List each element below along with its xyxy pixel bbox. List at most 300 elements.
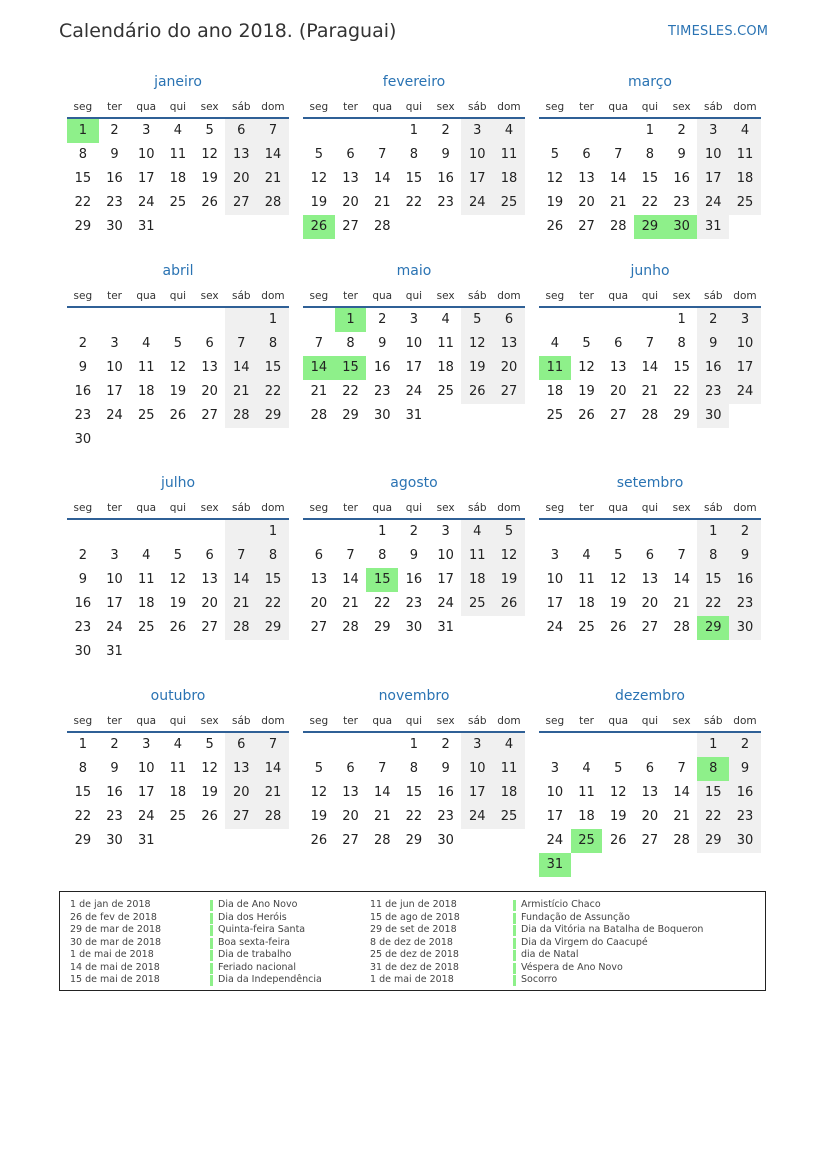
day-cell[interactable]: 18 — [578, 809, 595, 824]
day-cell[interactable]: 25 — [137, 408, 155, 423]
day-cell[interactable]: 17 — [137, 171, 155, 186]
day-cell[interactable]: 10 — [546, 785, 564, 800]
day-cell[interactable]: 4 — [582, 761, 591, 776]
day-cell[interactable]: 26 — [461, 380, 493, 404]
day-cell[interactable]: 8 — [697, 544, 729, 568]
day-cell[interactable]: 18 — [578, 596, 595, 611]
day-cell[interactable]: 19 — [493, 568, 525, 592]
day-cell[interactable]: 1 — [645, 123, 655, 138]
day-cell[interactable]: 12 — [546, 171, 564, 186]
day-cell[interactable]: 17 — [697, 167, 729, 191]
day-cell[interactable]: 25 — [461, 592, 493, 616]
day-cell[interactable]: 13 — [609, 360, 627, 375]
site-link[interactable]: TIMESLES.COM — [668, 24, 769, 39]
day-cell[interactable]: 20 — [225, 781, 257, 805]
day-cell[interactable]: 21 — [641, 384, 659, 399]
day-cell[interactable]: 7 — [346, 548, 355, 563]
day-cell[interactable]: 9 — [110, 147, 119, 162]
day-cell[interactable]: 14 — [609, 171, 627, 186]
day-cell[interactable]: 27 — [342, 833, 359, 848]
day-cell[interactable]: 13 — [225, 757, 257, 781]
day-cell[interactable]: 2 — [677, 123, 686, 138]
day-cell[interactable]: 6 — [225, 119, 257, 143]
day-cell[interactable]: 3 — [697, 119, 729, 143]
day-cell[interactable]: 22 — [405, 809, 423, 824]
day-cell[interactable]: 10 — [461, 143, 493, 167]
day-cell[interactable]: 9 — [78, 572, 87, 587]
day-cell[interactable]: 31 — [697, 215, 729, 239]
day-cell[interactable]: 23 — [373, 384, 391, 399]
day-cell[interactable]: 14 — [673, 785, 690, 800]
day-cell[interactable]: 19 — [201, 171, 218, 186]
day-cell[interactable]: 21 — [342, 596, 359, 611]
day-cell[interactable]: 15 — [641, 171, 659, 186]
day-cell[interactable]: 7 — [314, 336, 323, 351]
day-cell[interactable]: 2 — [441, 123, 450, 138]
day-cell[interactable]: 21 — [225, 592, 257, 616]
day-cell[interactable]: 17 — [137, 785, 155, 800]
day-cell[interactable]: 22 — [673, 384, 690, 399]
day-cell[interactable]: 14 — [342, 572, 359, 587]
day-cell[interactable]: 27 — [609, 408, 627, 423]
day-cell[interactable]: 28 — [225, 404, 257, 428]
day-cell[interactable]: 2 — [729, 520, 761, 544]
day-cell[interactable]: 18 — [729, 167, 761, 191]
day-cell[interactable]: 18 — [137, 596, 155, 611]
day-cell[interactable]: 8 — [378, 548, 387, 563]
day-cell[interactable]: 10 — [137, 147, 155, 162]
day-cell[interactable]: 14 — [373, 785, 391, 800]
day-cell[interactable]: 15 — [74, 171, 92, 186]
day-cell[interactable]: 12 — [578, 360, 595, 375]
day-cell[interactable]: 22 — [74, 809, 92, 824]
day-cell[interactable]: 15 — [673, 360, 690, 375]
day-cell[interactable]: 11 — [729, 143, 761, 167]
day-cell[interactable]: 9 — [409, 548, 419, 563]
day-cell[interactable]: 5 — [493, 520, 525, 544]
day-cell[interactable]: 25 — [169, 195, 187, 210]
day-cell[interactable]: 16 — [729, 781, 761, 805]
day-cell[interactable]: 29 — [74, 833, 92, 848]
day-cell[interactable]: 4 — [441, 312, 450, 327]
day-cell[interactable]: 26 — [493, 592, 525, 616]
day-cell[interactable]: 24 — [405, 384, 423, 399]
day-cell[interactable]: 7 — [645, 336, 655, 351]
day-cell[interactable]: 18 — [169, 171, 187, 186]
day-cell[interactable]: 5 — [314, 147, 323, 162]
day-cell[interactable]: 2 — [409, 524, 419, 539]
day-cell[interactable]: 26 — [201, 195, 218, 210]
day-cell[interactable]: 5 — [582, 336, 591, 351]
day-cell[interactable]: 30 — [405, 620, 423, 635]
day-cell[interactable]: 29 — [697, 616, 729, 640]
day-cell[interactable]: 10 — [437, 548, 454, 563]
day-cell[interactable]: 25 — [546, 408, 564, 423]
day-cell[interactable]: 25 — [571, 829, 603, 853]
day-cell[interactable]: 8 — [677, 336, 686, 351]
day-cell[interactable]: 8 — [257, 332, 289, 356]
day-cell[interactable]: 15 — [335, 356, 367, 380]
day-cell[interactable]: 17 — [405, 360, 423, 375]
day-cell[interactable]: 25 — [137, 620, 155, 635]
day-cell[interactable]: 6 — [493, 308, 525, 332]
day-cell[interactable]: 19 — [609, 596, 627, 611]
day-cell[interactable]: 22 — [74, 195, 92, 210]
day-cell[interactable]: 15 — [697, 568, 729, 592]
day-cell[interactable]: 5 — [173, 336, 183, 351]
day-cell[interactable]: 6 — [582, 147, 591, 162]
day-cell[interactable]: 15 — [405, 785, 423, 800]
day-cell[interactable]: 4 — [729, 119, 761, 143]
day-cell[interactable]: 24 — [461, 191, 493, 215]
day-cell[interactable]: 17 — [461, 167, 493, 191]
day-cell[interactable]: 26 — [609, 833, 627, 848]
day-cell[interactable]: 26 — [546, 219, 564, 234]
day-cell[interactable]: 18 — [461, 568, 493, 592]
day-cell[interactable]: 20 — [578, 195, 595, 210]
day-cell[interactable]: 28 — [257, 191, 289, 215]
day-cell[interactable]: 11 — [578, 572, 595, 587]
day-cell[interactable]: 13 — [201, 360, 218, 375]
day-cell[interactable]: 20 — [342, 195, 359, 210]
day-cell[interactable]: 23 — [106, 809, 123, 824]
day-cell[interactable]: 20 — [342, 809, 359, 824]
day-cell[interactable]: 29 — [342, 408, 359, 423]
day-cell[interactable]: 26 — [609, 620, 627, 635]
day-cell[interactable]: 13 — [641, 785, 659, 800]
day-cell[interactable]: 12 — [609, 572, 627, 587]
day-cell[interactable]: 19 — [169, 596, 187, 611]
day-cell[interactable]: 1 — [697, 520, 729, 544]
day-cell[interactable]: 22 — [342, 384, 359, 399]
day-cell[interactable]: 8 — [78, 147, 87, 162]
day-cell[interactable]: 29 — [405, 833, 423, 848]
day-cell[interactable]: 8 — [645, 147, 655, 162]
day-cell[interactable]: 6 — [645, 548, 655, 563]
day-cell[interactable]: 8 — [257, 544, 289, 568]
day-cell[interactable]: 13 — [342, 171, 359, 186]
day-cell[interactable]: 16 — [729, 568, 761, 592]
day-cell[interactable]: 16 — [697, 356, 729, 380]
day-cell[interactable]: 12 — [201, 147, 218, 162]
day-cell[interactable]: 24 — [729, 380, 761, 404]
day-cell[interactable]: 30 — [729, 616, 761, 640]
day-cell[interactable]: 12 — [310, 171, 328, 186]
day-cell[interactable]: 26 — [310, 833, 328, 848]
day-cell[interactable]: 2 — [110, 123, 119, 138]
day-cell[interactable]: 17 — [729, 356, 761, 380]
day-cell[interactable]: 5 — [614, 761, 623, 776]
day-cell[interactable]: 7 — [677, 761, 686, 776]
day-cell[interactable]: 3 — [142, 737, 151, 752]
day-cell[interactable]: 14 — [673, 572, 690, 587]
day-cell[interactable]: 29 — [634, 215, 666, 239]
day-cell[interactable]: 5 — [550, 147, 559, 162]
day-cell[interactable]: 9 — [677, 147, 686, 162]
day-cell[interactable]: 6 — [346, 147, 355, 162]
day-cell[interactable]: 25 — [578, 620, 595, 635]
day-cell[interactable]: 14 — [257, 757, 289, 781]
day-cell[interactable]: 31 — [106, 644, 123, 659]
day-cell[interactable]: 17 — [546, 809, 564, 824]
day-cell[interactable]: 12 — [201, 761, 218, 776]
day-cell[interactable]: 9 — [78, 360, 87, 375]
day-cell[interactable]: 22 — [697, 592, 729, 616]
day-cell[interactable]: 9 — [697, 332, 729, 356]
day-cell[interactable]: 4 — [493, 119, 525, 143]
day-cell[interactable]: 2 — [697, 308, 729, 332]
day-cell[interactable]: 13 — [641, 572, 659, 587]
day-cell[interactable]: 22 — [373, 596, 391, 611]
day-cell[interactable]: 22 — [641, 195, 659, 210]
day-cell[interactable]: 14 — [225, 568, 257, 592]
day-cell[interactable]: 27 — [641, 620, 659, 635]
day-cell[interactable]: 20 — [201, 596, 218, 611]
day-cell[interactable]: 7 — [378, 147, 387, 162]
day-cell[interactable]: 6 — [314, 548, 323, 563]
day-cell[interactable]: 30 — [74, 432, 92, 447]
day-cell[interactable]: 12 — [310, 785, 328, 800]
day-cell[interactable]: 23 — [74, 408, 92, 423]
day-cell[interactable]: 8 — [346, 336, 355, 351]
day-cell[interactable]: 3 — [729, 308, 761, 332]
day-cell[interactable]: 27 — [493, 380, 525, 404]
day-cell[interactable]: 7 — [614, 147, 623, 162]
day-cell[interactable]: 30 — [74, 644, 92, 659]
day-cell[interactable]: 16 — [106, 171, 123, 186]
day-cell[interactable]: 18 — [493, 781, 525, 805]
day-cell[interactable]: 22 — [405, 195, 423, 210]
day-cell[interactable]: 23 — [74, 620, 92, 635]
day-cell[interactable]: 22 — [257, 592, 289, 616]
day-cell[interactable]: 21 — [257, 167, 289, 191]
day-cell[interactable]: 28 — [342, 620, 359, 635]
day-cell[interactable]: 31 — [437, 620, 454, 635]
day-cell[interactable]: 30 — [697, 404, 729, 428]
day-cell[interactable]: 3 — [550, 761, 559, 776]
day-cell[interactable]: 13 — [493, 332, 525, 356]
day-cell[interactable]: 21 — [673, 809, 690, 824]
day-cell[interactable]: 4 — [461, 520, 493, 544]
day-cell[interactable]: 29 — [697, 829, 729, 853]
day-cell[interactable]: 2 — [78, 336, 87, 351]
day-cell[interactable]: 1 — [378, 524, 387, 539]
day-cell[interactable]: 25 — [729, 191, 761, 215]
day-cell[interactable]: 6 — [225, 733, 257, 757]
day-cell[interactable]: 2 — [110, 737, 119, 752]
day-cell[interactable]: 16 — [373, 360, 391, 375]
day-cell[interactable]: 6 — [645, 761, 655, 776]
day-cell[interactable]: 17 — [106, 596, 123, 611]
day-cell[interactable]: 15 — [74, 785, 92, 800]
day-cell[interactable]: 27 — [578, 219, 595, 234]
day-cell[interactable]: 24 — [137, 195, 155, 210]
day-cell[interactable]: 17 — [106, 384, 123, 399]
day-cell[interactable]: 8 — [78, 761, 87, 776]
day-cell[interactable]: 10 — [137, 761, 155, 776]
day-cell[interactable]: 7 — [257, 733, 289, 757]
day-cell[interactable]: 26 — [169, 620, 187, 635]
day-cell[interactable]: 26 — [201, 809, 218, 824]
day-cell[interactable]: 23 — [673, 195, 690, 210]
day-cell[interactable]: 15 — [697, 781, 729, 805]
day-cell[interactable]: 24 — [437, 596, 454, 611]
day-cell[interactable]: 31 — [137, 833, 155, 848]
day-cell[interactable]: 7 — [257, 119, 289, 143]
day-cell[interactable]: 16 — [106, 785, 123, 800]
day-cell[interactable]: 24 — [137, 809, 155, 824]
day-cell[interactable]: 27 — [201, 620, 218, 635]
day-cell[interactable]: 11 — [169, 761, 187, 776]
day-cell[interactable]: 11 — [539, 356, 571, 380]
day-cell[interactable]: 16 — [673, 171, 690, 186]
day-cell[interactable]: 10 — [546, 572, 564, 587]
day-cell[interactable]: 8 — [409, 761, 419, 776]
day-cell[interactable]: 16 — [437, 171, 454, 186]
day-cell[interactable]: 24 — [106, 408, 123, 423]
day-cell[interactable]: 23 — [697, 380, 729, 404]
day-cell[interactable]: 13 — [225, 143, 257, 167]
day-cell[interactable]: 6 — [205, 336, 214, 351]
day-cell[interactable]: 26 — [169, 408, 187, 423]
day-cell[interactable]: 19 — [169, 384, 187, 399]
day-cell[interactable]: 17 — [437, 572, 454, 587]
day-cell[interactable]: 3 — [110, 336, 119, 351]
day-cell[interactable]: 12 — [493, 544, 525, 568]
day-cell[interactable]: 2 — [378, 312, 387, 327]
day-cell[interactable]: 19 — [578, 384, 595, 399]
day-cell[interactable]: 28 — [373, 219, 391, 234]
day-cell[interactable]: 19 — [310, 195, 328, 210]
day-cell[interactable]: 3 — [142, 123, 151, 138]
day-cell[interactable]: 10 — [697, 143, 729, 167]
day-cell[interactable]: 12 — [169, 360, 187, 375]
day-cell[interactable]: 21 — [609, 195, 627, 210]
day-cell[interactable]: 11 — [169, 147, 187, 162]
day-cell[interactable]: 4 — [550, 336, 559, 351]
day-cell[interactable]: 21 — [310, 384, 328, 399]
day-cell[interactable]: 30 — [106, 219, 123, 234]
day-cell[interactable]: 29 — [74, 219, 92, 234]
day-cell[interactable]: 3 — [409, 312, 419, 327]
day-cell[interactable]: 16 — [74, 384, 92, 399]
day-cell[interactable]: 1 — [697, 733, 729, 757]
day-cell[interactable]: 4 — [493, 733, 525, 757]
day-cell[interactable]: 28 — [310, 408, 328, 423]
day-cell[interactable]: 21 — [257, 781, 289, 805]
day-cell[interactable]: 1 — [409, 737, 419, 752]
day-cell[interactable]: 7 — [225, 332, 257, 356]
day-cell[interactable]: 12 — [609, 785, 627, 800]
day-cell[interactable]: 10 — [729, 332, 761, 356]
day-cell[interactable]: 11 — [437, 336, 454, 351]
day-cell[interactable]: 23 — [729, 592, 761, 616]
day-cell[interactable]: 28 — [257, 805, 289, 829]
day-cell[interactable]: 25 — [169, 809, 187, 824]
day-cell[interactable]: 13 — [578, 171, 595, 186]
day-cell[interactable]: 23 — [437, 195, 454, 210]
day-cell[interactable]: 7 — [378, 761, 387, 776]
day-cell[interactable]: 8 — [697, 757, 729, 781]
day-cell[interactable]: 9 — [441, 147, 450, 162]
day-cell[interactable]: 20 — [310, 596, 328, 611]
day-cell[interactable]: 19 — [546, 195, 564, 210]
day-cell[interactable]: 24 — [697, 191, 729, 215]
day-cell[interactable]: 28 — [641, 408, 659, 423]
day-cell[interactable]: 14 — [373, 171, 391, 186]
day-cell[interactable]: 1 — [78, 737, 87, 752]
day-cell[interactable]: 22 — [257, 380, 289, 404]
day-cell[interactable]: 12 — [461, 332, 493, 356]
day-cell[interactable]: 23 — [729, 805, 761, 829]
day-cell[interactable]: 15 — [257, 356, 289, 380]
day-cell[interactable]: 1 — [67, 119, 99, 143]
day-cell[interactable]: 5 — [173, 548, 183, 563]
day-cell[interactable]: 20 — [609, 384, 627, 399]
day-cell[interactable]: 18 — [437, 360, 454, 375]
day-cell[interactable]: 15 — [405, 171, 423, 186]
day-cell[interactable]: 27 — [225, 191, 257, 215]
day-cell[interactable]: 3 — [461, 733, 493, 757]
day-cell[interactable]: 6 — [205, 548, 214, 563]
day-cell[interactable]: 28 — [373, 833, 391, 848]
day-cell[interactable]: 18 — [169, 785, 187, 800]
day-cell[interactable]: 11 — [137, 572, 155, 587]
day-cell[interactable]: 27 — [310, 620, 328, 635]
day-cell[interactable]: 31 — [539, 853, 571, 877]
day-cell[interactable]: 25 — [437, 384, 454, 399]
day-cell[interactable]: 14 — [303, 356, 335, 380]
day-cell[interactable]: 13 — [201, 572, 218, 587]
day-cell[interactable]: 10 — [106, 360, 123, 375]
day-cell[interactable]: 21 — [225, 380, 257, 404]
day-cell[interactable]: 20 — [641, 596, 659, 611]
day-cell[interactable]: 12 — [169, 572, 187, 587]
day-cell[interactable]: 26 — [303, 215, 335, 239]
day-cell[interactable]: 17 — [461, 781, 493, 805]
day-cell[interactable]: 14 — [257, 143, 289, 167]
day-cell[interactable]: 7 — [225, 544, 257, 568]
day-cell[interactable]: 31 — [405, 408, 423, 423]
day-cell[interactable]: 21 — [373, 809, 391, 824]
day-cell[interactable]: 30 — [729, 829, 761, 853]
day-cell[interactable]: 4 — [582, 548, 591, 563]
day-cell[interactable]: 11 — [493, 757, 525, 781]
day-cell[interactable]: 20 — [493, 356, 525, 380]
day-cell[interactable]: 4 — [142, 336, 151, 351]
day-cell[interactable]: 21 — [373, 195, 391, 210]
day-cell[interactable]: 19 — [310, 809, 328, 824]
day-cell[interactable]: 3 — [441, 524, 450, 539]
day-cell[interactable]: 20 — [225, 167, 257, 191]
day-cell[interactable]: 28 — [673, 620, 690, 635]
day-cell[interactable]: 23 — [437, 809, 454, 824]
day-cell[interactable]: 16 — [405, 572, 423, 587]
day-cell[interactable]: 28 — [609, 219, 627, 234]
day-cell[interactable]: 2 — [441, 737, 450, 752]
day-cell[interactable]: 10 — [405, 336, 423, 351]
day-cell[interactable]: 2 — [78, 548, 87, 563]
day-cell[interactable]: 19 — [201, 785, 218, 800]
day-cell[interactable]: 21 — [673, 596, 690, 611]
day-cell[interactable]: 19 — [461, 356, 493, 380]
day-cell[interactable]: 5 — [314, 761, 323, 776]
day-cell[interactable]: 11 — [578, 785, 595, 800]
day-cell[interactable]: 15 — [366, 568, 398, 592]
day-cell[interactable]: 16 — [74, 596, 92, 611]
day-cell[interactable]: 19 — [609, 809, 627, 824]
day-cell[interactable]: 5 — [614, 548, 623, 563]
